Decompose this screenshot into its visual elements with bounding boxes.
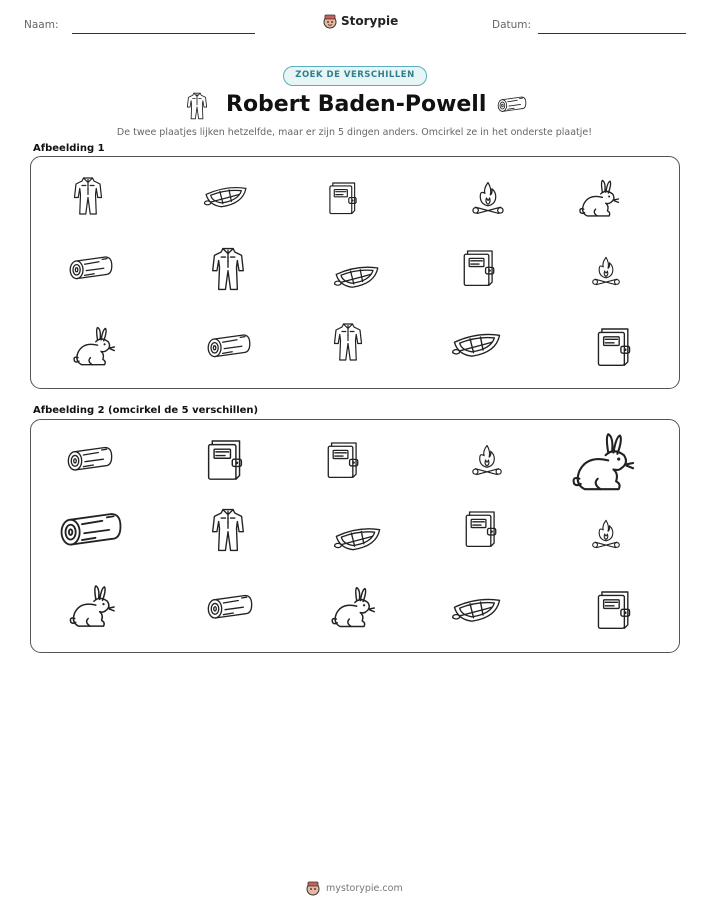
mascot-icon xyxy=(322,13,338,29)
rabbit-icon[interactable] xyxy=(577,175,621,223)
log-icon[interactable] xyxy=(65,444,115,476)
campfire-icon[interactable] xyxy=(591,512,621,556)
activity-tag: ZOEK DE VERSCHILLEN xyxy=(283,66,427,86)
rabbit-icon[interactable] xyxy=(67,584,117,630)
log-icon[interactable] xyxy=(205,592,255,624)
rabbit-icon[interactable] xyxy=(71,323,117,371)
brand-logo xyxy=(322,13,398,29)
uniform-icon[interactable] xyxy=(333,317,363,367)
log-icon[interactable] xyxy=(205,331,253,363)
name-label: Naam: xyxy=(24,19,59,31)
book-icon[interactable] xyxy=(205,438,245,484)
date-label: Datum: xyxy=(492,19,532,31)
rabbit-icon[interactable] xyxy=(329,584,377,632)
campfire-icon[interactable] xyxy=(471,175,505,221)
log-icon[interactable] xyxy=(57,508,125,554)
uniform-icon[interactable] xyxy=(73,171,103,221)
picture2-panel xyxy=(30,419,680,653)
instructions: De twee plaatjes lijken hetzelfde, maar er zijn 5 dingen anders. Omcirkel ze in het onderste plaatje! xyxy=(116,127,593,138)
picture1-label: Afbeelding 1 xyxy=(33,143,105,154)
brand-name: Storypie xyxy=(341,14,399,28)
campfire-icon[interactable] xyxy=(591,249,621,293)
log-icon[interactable] xyxy=(67,253,115,285)
campfire-icon[interactable] xyxy=(471,438,503,482)
footer-mascot-icon xyxy=(305,880,321,896)
picture2-label: Afbeelding 2 (omcirkel de 5 verschillen) xyxy=(33,405,259,416)
page-title: Robert Baden-Powell xyxy=(226,92,487,117)
rowboat-icon[interactable] xyxy=(451,590,503,628)
rowboat-icon[interactable] xyxy=(203,177,249,215)
book-icon[interactable] xyxy=(595,588,633,634)
book-icon[interactable] xyxy=(595,325,633,371)
uniform-icon[interactable] xyxy=(211,243,245,295)
rowboat-icon[interactable] xyxy=(333,257,381,295)
footer xyxy=(305,880,403,896)
book-icon[interactable] xyxy=(461,247,497,291)
book-icon[interactable] xyxy=(463,508,499,552)
title-log-icon xyxy=(496,94,528,116)
book-icon[interactable] xyxy=(327,177,359,221)
rowboat-icon[interactable] xyxy=(451,325,503,363)
date-field[interactable] xyxy=(538,33,686,34)
uniform-icon[interactable] xyxy=(211,504,245,556)
book-icon[interactable] xyxy=(325,438,361,484)
rowboat-icon[interactable] xyxy=(333,518,383,558)
title-uniform-icon xyxy=(186,91,208,121)
rabbit-icon[interactable] xyxy=(569,428,637,498)
picture1-panel xyxy=(30,156,680,389)
footer-url[interactable]: mystorypie.com xyxy=(326,882,403,894)
name-field[interactable] xyxy=(72,33,255,34)
